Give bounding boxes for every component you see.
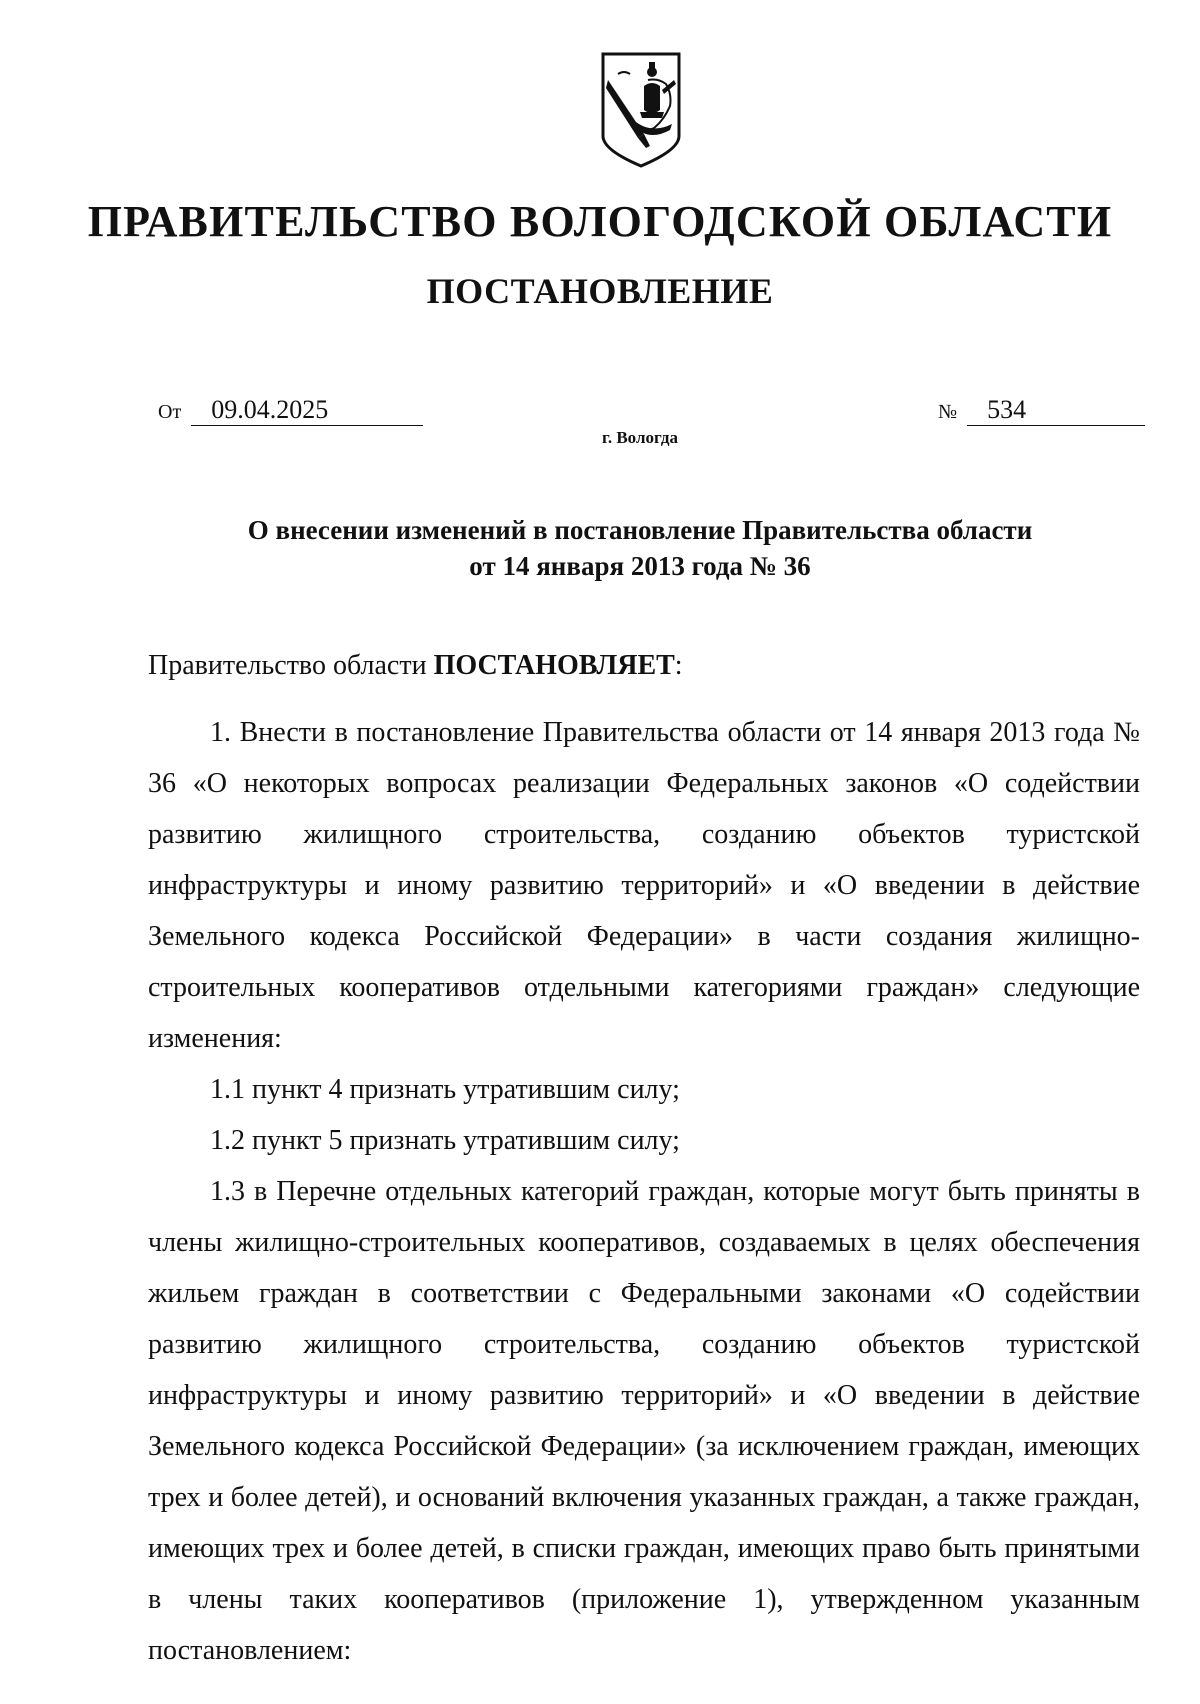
coat-of-arms-icon xyxy=(600,50,682,168)
body-paragraph: 1.1 пункт 4 признать утратившим силу; xyxy=(210,1074,680,1105)
body-paragraph: 1.2 пункт 5 признать утратившим силу; xyxy=(210,1125,680,1156)
date-label: От xyxy=(158,401,182,423)
subject-line: от 14 января 2013 года № 36 xyxy=(469,551,811,581)
document-subject xyxy=(0,512,1200,584)
preamble-decree-word: ПОСТАНОВЛЯЕТ xyxy=(433,650,675,681)
number-label: № xyxy=(938,401,958,423)
subject-line: О внесении изменений в постановление Правительства области xyxy=(247,515,1033,545)
preamble xyxy=(148,640,1140,691)
organization-title: ПРАВИТЕЛЬСТВО ВОЛОГОДСКОЙ ОБЛАСТИ xyxy=(87,197,1113,246)
preamble-start: Правительство области xyxy=(148,650,434,681)
date-row xyxy=(158,395,423,426)
preamble-end: : xyxy=(674,650,683,681)
date-value: 09.04.2025 xyxy=(191,395,423,426)
number-row xyxy=(938,395,1145,426)
city-label: г. Вологда xyxy=(602,428,678,447)
document-body xyxy=(148,640,1140,1676)
document-type: ПОСТАНОВЛЕНИЕ xyxy=(426,271,774,311)
number-value: 534 xyxy=(967,395,1145,426)
body-paragraph: 1. Внести в постановление Правительства области от 14 января 2013 года № 36 «О некоторых вопросах реализации Федеральных законов «О содействии развитию жилищного строительства, созданию объектов туристской инфраструктуры и иному развитию территорий» и «О введении в действие Земельного кодекса Российской Федерации» в части создания жилищно-строительных кооперативов отдельными категориями граждан» следующие изменения: xyxy=(148,717,1140,1054)
body-paragraph: 1.3 в Перечне отдельных категорий граждан, которые могут быть приняты в члены жилищно-строительных кооперативов, создаваемых в целях обеспечения жильем граждан в соответствии с Федеральными законами «О содействии развитию жилищного строительства, созданию объектов туристской инфраструктуры и иному развитию территорий» и «О введении в действие Земельного кодекса Российской Федерации» (за исключением граждан, имеющих трех и более детей), и оснований включения указанных граждан, а также граждан, имеющих трех и более детей, в списки граждан, имеющих право быть принятыми в члены таких кооперативов (приложение 1), утвержденном указанным постановлением: xyxy=(148,1176,1140,1666)
